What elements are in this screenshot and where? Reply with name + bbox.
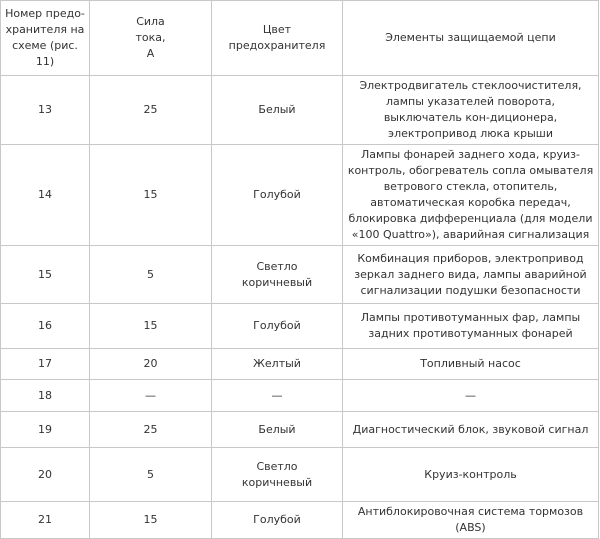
protected-elements: Лампы противотуманных фар, лампы задних противотуманных фонарей (343, 304, 599, 349)
table-row (1, 502, 599, 539)
table-row (1, 412, 599, 448)
fuse-number: 17 (1, 349, 90, 380)
protected-elements: Лампы фонарей заднего хода, круиз-контроль, обогреватель сопла омывателя ветрового стекла, отопитель, автоматическая коробка передач, блокировка дифференциала (для модели «100 Quattro»), аварийная сигнализация (343, 145, 599, 246)
fuse-current: 20 (90, 349, 212, 380)
fuse-color: Светло коричневый (212, 448, 343, 502)
fuse-current: 15 (90, 502, 212, 539)
fuse-current: 5 (90, 448, 212, 502)
fuse-color: Голубой (212, 145, 343, 246)
fuse-number: 18 (1, 380, 90, 412)
protected-elements: Электродвигатель стеклоочистителя, лампы указателей поворота, выключатель кон-диционера, электропривод люка крыши (343, 76, 599, 145)
fuse-color: Светло коричневый (212, 246, 343, 304)
fuse-current: 15 (90, 145, 212, 246)
table-row (1, 380, 599, 412)
protected-elements: Антиблокировочная система тормозов (ABS) (343, 502, 599, 539)
table-row (1, 349, 599, 380)
fuse-color: Голубой (212, 502, 343, 539)
protected-elements: Круиз-контроль (343, 448, 599, 502)
fuse-color: Белый (212, 76, 343, 145)
fuse-number: 20 (1, 448, 90, 502)
header-fuse-number: Номер предо- хранителя на схеме (рис. 11) (1, 1, 90, 76)
fuse-current: 25 (90, 76, 212, 145)
fuse-color: Желтый (212, 349, 343, 380)
fuse-number: 13 (1, 76, 90, 145)
fuse-number: 19 (1, 412, 90, 448)
protected-elements: — (343, 380, 599, 412)
table-row (1, 145, 599, 246)
header-row (1, 1, 599, 76)
table-row (1, 304, 599, 349)
fuse-number: 21 (1, 502, 90, 539)
table-row (1, 448, 599, 502)
protected-elements: Диагностический блок, звуковой сигнал (343, 412, 599, 448)
header-current: Сила тока, А (90, 1, 212, 76)
fuse-current: 5 (90, 246, 212, 304)
header-fuse-color: Цвет предохранителя (212, 1, 343, 76)
fuse-color: Белый (212, 412, 343, 448)
protected-elements: Комбинация приборов, электропривод зеркал заднего вида, лампы аварийной сигнализации подушки безопасности (343, 246, 599, 304)
fuse-current: 25 (90, 412, 212, 448)
fuse-current: 15 (90, 304, 212, 349)
header-protected-circuit: Элементы защищаемой цепи (343, 1, 599, 76)
table-row (1, 76, 599, 145)
table-row (1, 246, 599, 304)
fuse-number: 15 (1, 246, 90, 304)
fuse-color: — (212, 380, 343, 412)
fuse-number: 16 (1, 304, 90, 349)
fuse-color: Голубой (212, 304, 343, 349)
protected-elements: Топливный насос (343, 349, 599, 380)
fuse-number: 14 (1, 145, 90, 246)
fuse-current: — (90, 380, 212, 412)
